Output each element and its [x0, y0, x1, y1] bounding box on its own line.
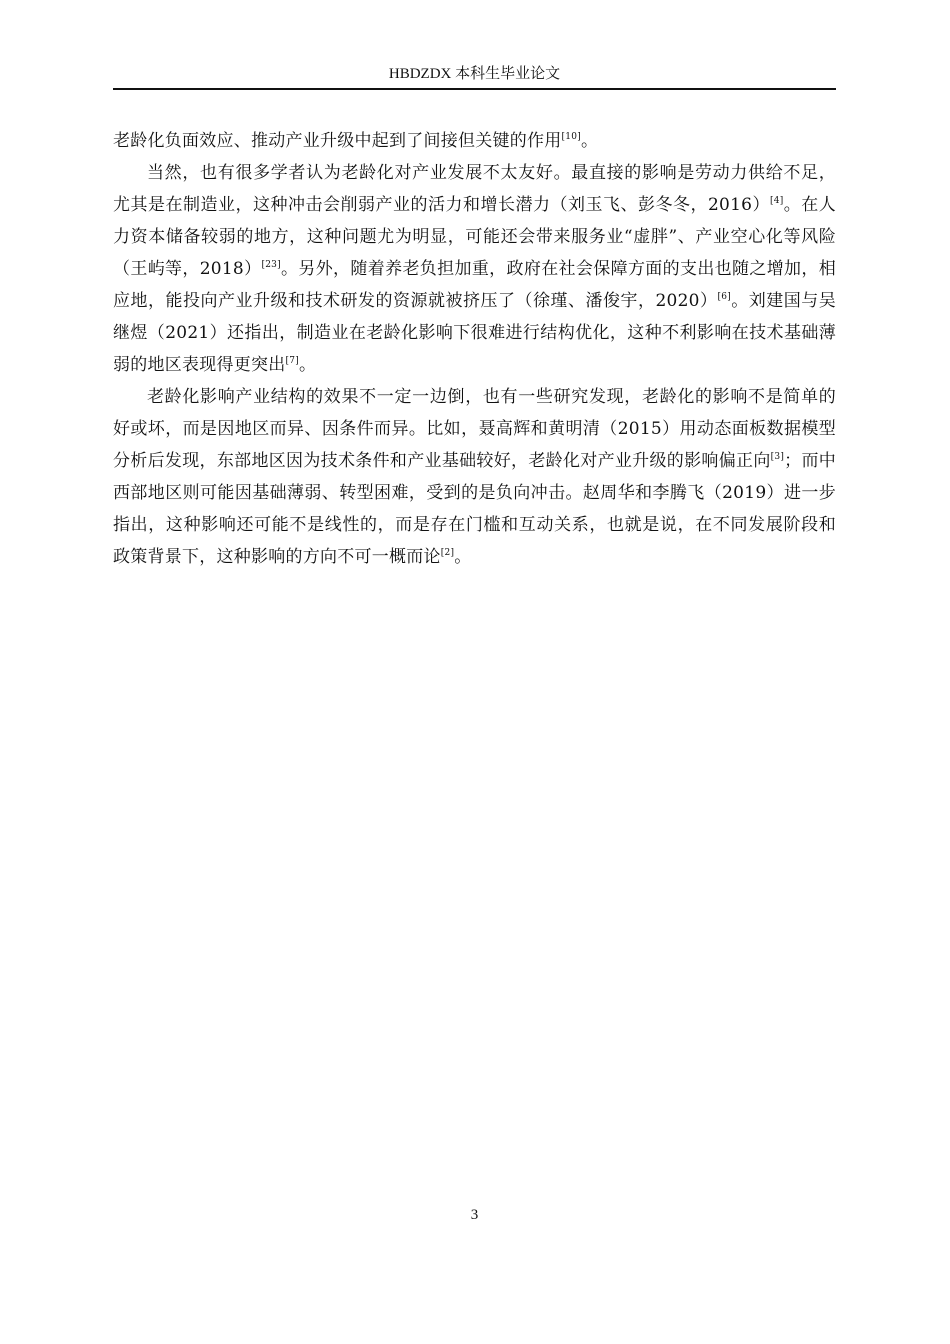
text-run: 老龄化影响产业结构的效果不一定一边倒，也有一些研究发现，老龄化的影响不是简单的好或坏，而是因地区而异、因条件而异。比如，聂高辉和黄明清（2015）用动态面板数据模型分析后发现，东部地区因为技术条件和产业基础较好，老龄化对产业升级的影响偏正向 [113, 387, 836, 471]
text-run: 。 [580, 131, 599, 151]
text-run: 当然，也有很多学者认为老龄化对产业发展不太友好。最直接的影响是劳动力供给不足，尤其是在制造业，这种冲击会削弱产业的活力和增长潜力（刘玉飞、彭冬冬，2016） [113, 163, 836, 215]
text-run: ；而中西部地区则可能因基础薄弱、转型困难，受到的是负向冲击。赵周华和李腾飞（2019）进一步指出，这种影响还可能不是线性的，而是存在门槛和互动关系，也就是说，在不同发展阶段和政策背景下，这种影响的方向不可一概而论 [113, 451, 837, 567]
paragraph-mixed-effects [113, 381, 836, 573]
citation-marker: [7] [285, 356, 299, 366]
body-text [113, 125, 836, 573]
header-rule [113, 88, 836, 90]
text-run: 。在人力资本储备较弱的地方，这种问题尤为明显，可能还会带来服务业“虚胖”、产业空心化等风险（王屿等，2018） [113, 195, 836, 279]
text-run: 。刘建国与吴继煜（2021）还指出，制造业在老龄化影响下很难进行结构优化，这种不利影响在技术基础薄弱的地区表现得更突出 [113, 291, 836, 375]
text-run: 老龄化负面效应、推动产业升级中起到了间接但关键的作用 [113, 131, 562, 151]
citation-marker: [10] [561, 132, 581, 142]
text-run: 。 [454, 547, 472, 567]
running-header: HBDZDX 本科生毕业论文 [388, 66, 561, 82]
citation-marker: [23] [261, 260, 281, 270]
text-run: 。 [299, 355, 317, 375]
page-number: 3 [470, 1207, 479, 1223]
citation-marker: [6] [717, 292, 731, 302]
text-run: 。另外，随着养老负担加重，政府在社会保障方面的支出也随之增加，相应地，能投向产业升级和技术研发的资源就被挤压了（徐瑾、潘俊宇，2020） [113, 259, 836, 311]
citation-marker: [2] [440, 548, 455, 558]
citation-marker: [3] [770, 452, 785, 462]
paragraph-continuation [113, 125, 836, 157]
paragraph-negative-effects [113, 157, 836, 381]
citation-marker: [4] [770, 196, 784, 206]
